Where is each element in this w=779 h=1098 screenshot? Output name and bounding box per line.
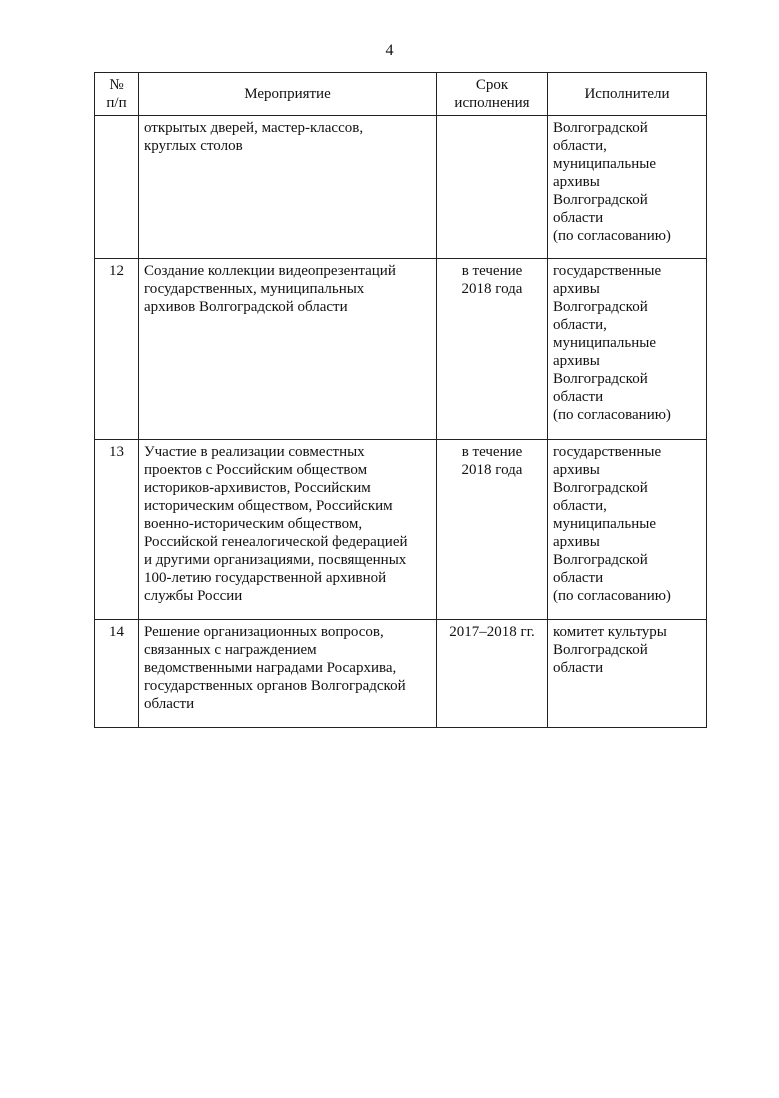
executors-cell-line: Волгоградской <box>553 299 648 315</box>
term-cell-line: 2018 года <box>461 281 523 297</box>
row-number: 13 <box>95 440 139 620</box>
term-cell <box>437 259 548 440</box>
row-number <box>95 116 139 259</box>
event-cell-line: историков-архивистов, Российским <box>144 480 371 496</box>
event-cell-line: Участие в реализации совместных <box>144 444 365 460</box>
event-cell-line: Решение организационных вопросов, <box>144 624 384 640</box>
executors-cell-line: Волгоградской <box>553 552 648 568</box>
event-cell-line: историческим обществом, Российским <box>144 498 393 514</box>
table-row <box>95 440 707 620</box>
executors-cell-line: архивы <box>553 353 600 369</box>
term-cell <box>437 116 548 259</box>
table-row <box>95 259 707 440</box>
event-cell <box>139 116 437 259</box>
row-number: 12 <box>95 259 139 440</box>
executors-cell-line: архивы <box>553 534 600 550</box>
executors-cell-line: области, <box>553 498 607 514</box>
event-cell <box>139 620 437 728</box>
page-number: 4 <box>385 42 394 59</box>
event-cell <box>139 259 437 440</box>
header-row <box>95 73 707 116</box>
executors-cell-line: архивы <box>553 174 600 190</box>
table-row <box>95 620 707 728</box>
event-cell-line: ведомственными наградами Росархива, <box>144 660 397 676</box>
header-event: Мероприятие <box>139 73 437 116</box>
header-executors: Исполнители <box>548 73 707 116</box>
executors-cell-line: Волгоградской <box>553 120 648 136</box>
executors-cell-line: области <box>553 210 604 226</box>
event-cell-line: 100-летию государственной архивной <box>144 570 387 586</box>
event-cell-line: службы России <box>144 588 243 604</box>
table-row <box>95 116 707 259</box>
event-cell-line: связанных с награждением <box>144 642 317 658</box>
event-cell-line: проектов с Российским обществом <box>144 462 368 478</box>
event-cell-line: круглых столов <box>144 138 243 154</box>
executors-cell-line: (по согласованию) <box>553 588 671 604</box>
executors-cell-line: области, <box>553 317 607 333</box>
executors-cell <box>548 116 707 259</box>
executors-cell-line: государственные <box>553 444 662 460</box>
executors-cell-line: (по согласованию) <box>553 407 671 423</box>
term-cell-line: в течение <box>461 263 523 279</box>
executors-cell-line: Волгоградской <box>553 642 648 658</box>
event-cell <box>139 440 437 620</box>
term-cell-line: 2018 года <box>461 462 523 478</box>
table-body <box>95 116 707 728</box>
event-cell-line: государственных, муниципальных <box>144 281 365 297</box>
term-cell <box>437 620 548 728</box>
executors-cell <box>548 620 707 728</box>
event-cell-line: области <box>144 696 195 712</box>
executors-cell-line: государственные <box>553 263 662 279</box>
executors-cell-line: Волгоградской <box>553 192 648 208</box>
executors-cell-line: области <box>553 389 604 405</box>
event-cell-line: открытых дверей, мастер-классов, <box>144 120 364 136</box>
executors-cell-line: области, <box>553 138 607 154</box>
event-cell-line: Российской генеалогической федерацией <box>144 534 408 550</box>
event-cell-line: и другими организациями, посвященных <box>144 552 407 568</box>
executors-cell-line: архивы <box>553 462 600 478</box>
executors-cell-line: Волгоградской <box>553 371 648 387</box>
executors-cell-line: муниципальные <box>553 335 657 351</box>
event-cell-line: Создание коллекции видеопрезентаций <box>144 263 396 279</box>
executors-cell-line: Волгоградской <box>553 480 648 496</box>
events-table <box>94 72 707 728</box>
executors-cell-line: муниципальные <box>553 516 657 532</box>
row-number: 14 <box>95 620 139 728</box>
executors-cell-line: (по согласованию) <box>553 228 671 244</box>
event-cell-line: военно-историческим обществом, <box>144 516 363 532</box>
executors-cell-line: области <box>553 570 604 586</box>
header-term: Срок исполнения <box>437 73 548 116</box>
header-num: № п/п <box>95 73 139 116</box>
term-cell <box>437 440 548 620</box>
executors-cell-line: архивы <box>553 281 600 297</box>
table-header <box>95 73 707 116</box>
executors-cell-line: муниципальные <box>553 156 657 172</box>
executors-cell <box>548 440 707 620</box>
term-cell-line: 2017–2018 гг. <box>449 624 535 640</box>
event-cell-line: государственных органов Волгоградской <box>144 678 406 694</box>
executors-cell <box>548 259 707 440</box>
executors-cell-line: комитет культуры <box>553 624 667 640</box>
event-cell-line: архивов Волгоградской области <box>144 299 348 315</box>
executors-cell-line: области <box>553 660 604 676</box>
term-cell-line: в течение <box>461 444 523 460</box>
